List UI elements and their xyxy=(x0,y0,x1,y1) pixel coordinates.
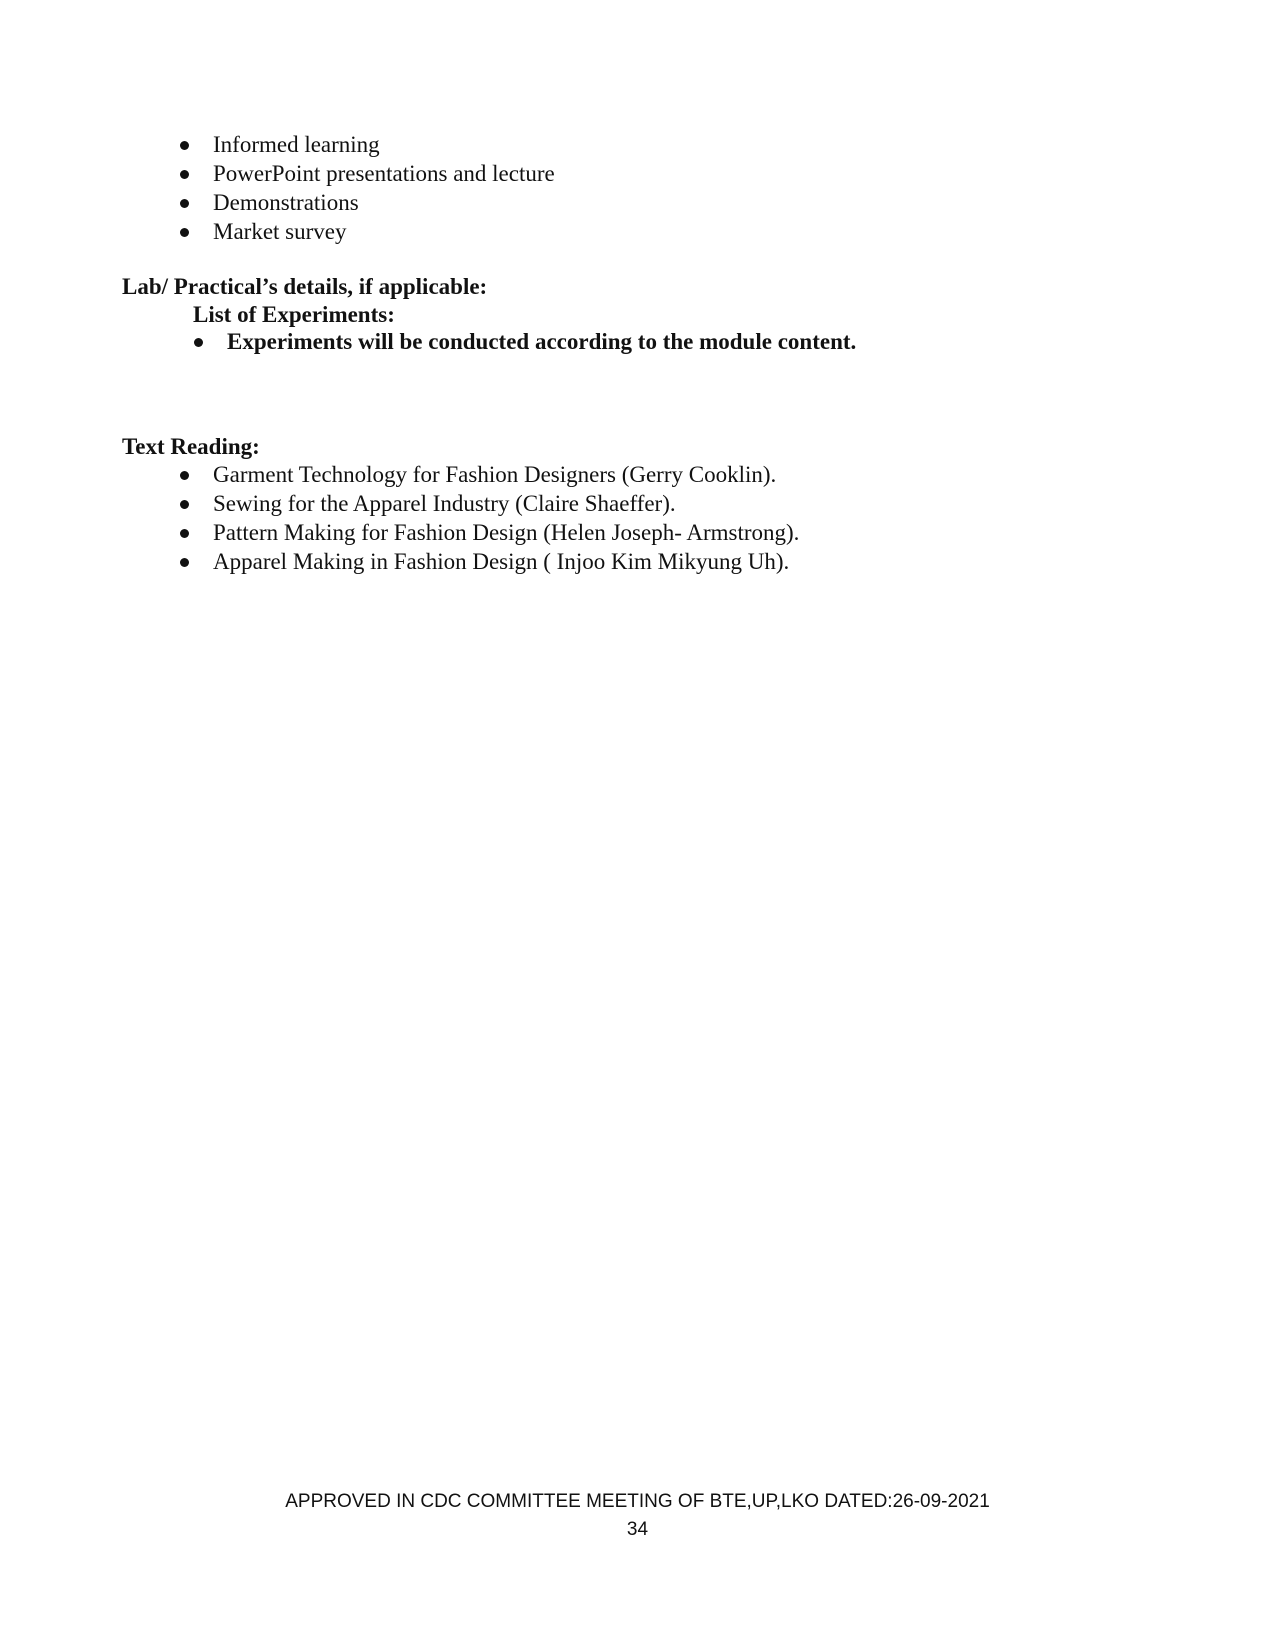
list-item xyxy=(178,188,555,217)
bullet-icon xyxy=(180,228,189,237)
list-item xyxy=(178,547,799,576)
bullet-icon xyxy=(180,558,189,567)
bullet-icon xyxy=(180,529,189,538)
lab-practical-heading: Lab/ Practical’s details, if applicable: xyxy=(122,274,488,299)
list-item-text: Informed learning xyxy=(213,132,380,157)
page-number: 34 xyxy=(626,1519,649,1540)
list-item xyxy=(178,130,555,159)
teaching-methods-list xyxy=(178,130,555,246)
list-item-text: Garment Technology for Fashion Designers (Gerry Cooklin). xyxy=(213,462,777,487)
list-item-text: PowerPoint presentations and lecture xyxy=(213,161,555,186)
list-item xyxy=(178,489,799,518)
experiments-subheading: List of Experiments: xyxy=(193,302,395,327)
list-item-text: Apparel Making in Fashion Design ( Injoo Kim Mikyung Uh). xyxy=(213,549,790,574)
list-item-text: Demonstrations xyxy=(213,190,359,215)
list-item xyxy=(178,518,799,547)
list-item xyxy=(178,460,799,489)
experiments-list xyxy=(192,327,856,356)
bullet-icon xyxy=(180,141,189,150)
text-reading-list xyxy=(178,460,799,576)
bullet-icon xyxy=(180,500,189,509)
approval-note: APPROVED IN CDC COMMITTEE MEETING OF BTE,UP,LKO DATED:26-09-2021 xyxy=(285,1491,990,1512)
page-footer xyxy=(0,1488,1275,1544)
list-item-text: Market survey xyxy=(213,219,347,244)
bullet-icon xyxy=(180,199,189,208)
bullet-icon xyxy=(180,170,189,179)
list-item-text: Pattern Making for Fashion Design (Helen Joseph- Armstrong). xyxy=(213,520,800,545)
bullet-icon xyxy=(180,471,189,480)
bullet-icon xyxy=(194,338,203,347)
list-item xyxy=(192,327,856,356)
list-item xyxy=(178,217,555,246)
list-item-text: Sewing for the Apparel Industry (Claire Shaeffer). xyxy=(213,491,676,516)
list-item-text: Experiments will be conducted according to the module content. xyxy=(227,329,857,354)
text-reading-heading: Text Reading: xyxy=(122,434,260,459)
list-item xyxy=(178,159,555,188)
